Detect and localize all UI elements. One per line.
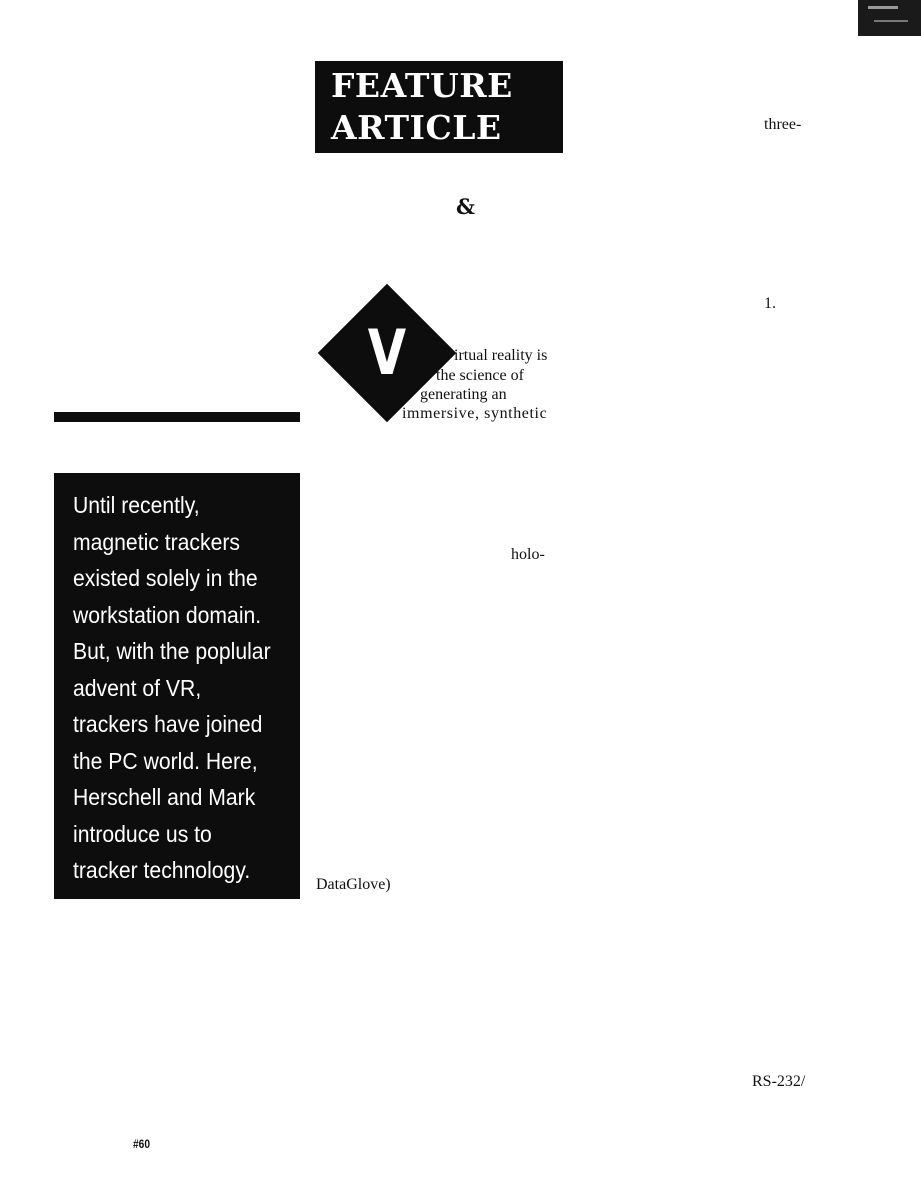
pull-quote-text — [73, 487, 303, 889]
pull-quote-line: tracker technology. — [73, 857, 251, 883]
intro-line: generating an — [420, 386, 507, 403]
text-fragment-rs232: RS-232/ — [752, 1073, 806, 1090]
text-fragment-one: 1. — [764, 295, 776, 312]
pull-quote-box — [54, 473, 300, 899]
drop-cap-letter: V — [367, 316, 407, 389]
page-number: #60 — [133, 1137, 151, 1151]
pull-quote-line: trackers have joined — [73, 711, 263, 737]
pull-quote-line: introduce us to — [73, 820, 212, 847]
scan-corner-mark — [858, 0, 921, 36]
pull-quote-line: Until recently, — [73, 492, 200, 518]
pull-quote-line: existed solely in the — [73, 565, 258, 591]
intro-line: irtual reality is — [454, 347, 548, 364]
pull-quote-line: But, with the poplular — [73, 638, 271, 664]
intro-line: immersive, synthetic — [402, 405, 548, 422]
text-fragment-holo: holo- — [511, 546, 545, 563]
banner-line-article: ARTICLE — [331, 108, 502, 147]
text-fragment-three: three- — [764, 116, 802, 133]
section-rule — [54, 412, 300, 422]
feature-article-banner — [315, 61, 563, 153]
banner-line-feature: FEATURE — [331, 66, 513, 105]
text-fragment-dataglove: DataGlove) — [316, 876, 391, 893]
pull-quote-line: magnetic trackers — [73, 528, 240, 555]
pull-quote-line: the PC world. Here, — [73, 747, 258, 774]
pull-quote-line: Herschell and Mark — [73, 784, 256, 810]
intro-line: the science of — [436, 367, 524, 384]
pull-quote-line: workstation domain. — [73, 601, 262, 628]
byline-ampersand: & — [456, 194, 475, 219]
pull-quote-line: advent of VR, — [73, 674, 202, 701]
